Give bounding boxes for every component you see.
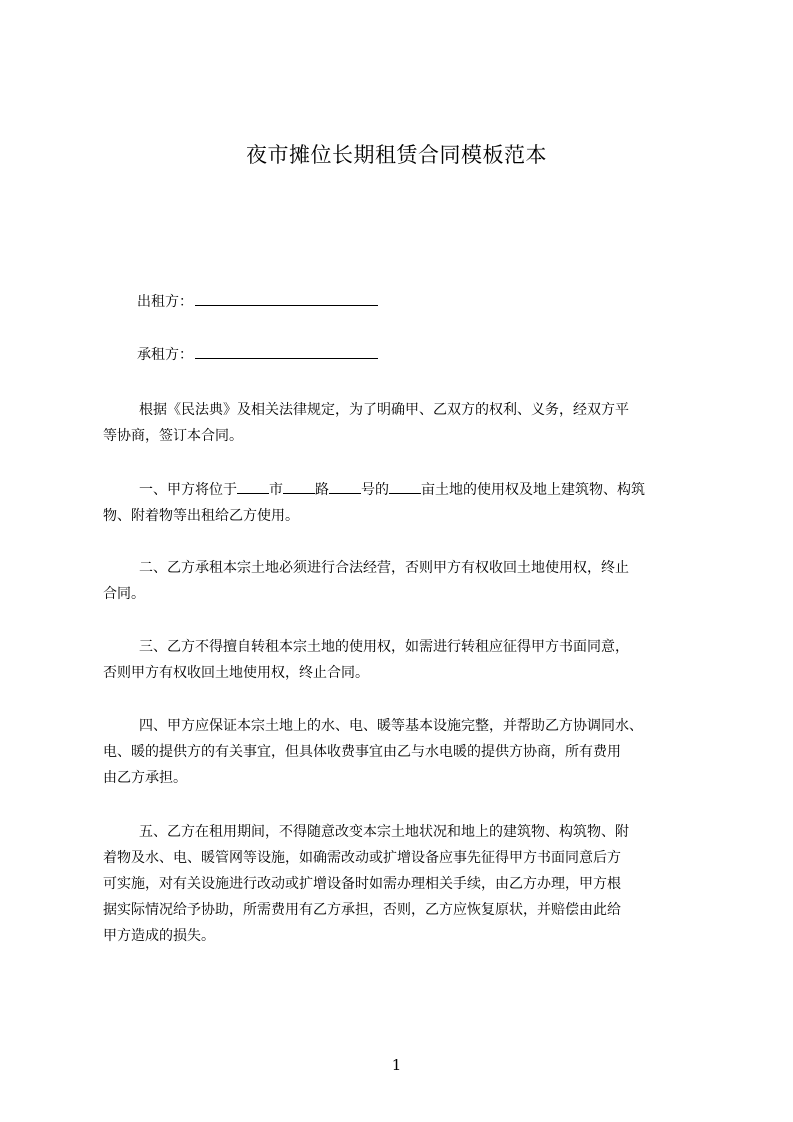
clause-4-line-1: 四、甲方应保证本宗土地上的水、电、暖等基本设施完整，并帮助乙方协调同水、 <box>139 718 643 734</box>
clause-3-line-2: 否则甲方有权收回土地使用权，终止合同。 <box>103 665 369 681</box>
preamble-line-2: 等协商，签订本合同。 <box>103 428 243 444</box>
clause-2-paragraph <box>103 555 703 607</box>
city-blank <box>237 480 269 494</box>
number-blank <box>329 480 361 494</box>
document-title: 夜市摊位长期租赁合同模板范本 <box>246 143 547 167</box>
lessee-label: 承租方： <box>137 347 193 363</box>
clause-5-line-2: 着物及水、电、暖管网等设施，如确需改动或扩增设备应事先征得甲方书面同意后方 <box>103 850 621 866</box>
page-number: 1 <box>391 1056 402 1074</box>
clause-5-paragraph <box>103 819 703 949</box>
clause-2-line-1: 二、乙方承租本宗土地必须进行合法经营，否则甲方有权收回土地使用权，终止 <box>139 560 629 576</box>
clause-1-paragraph <box>103 477 703 529</box>
clause-1-line-1 <box>103 477 703 503</box>
clause-5-line-4: 据实际情况给予协助，所需费用有乙方承担，否则，乙方应恢复原状，并赔偿由此给 <box>103 902 621 918</box>
preamble-paragraph <box>103 397 703 449</box>
lessor-label: 出租方： <box>137 294 193 310</box>
clause-4-line-2: 电、暖的提供方的有关事宜，但具体收费事宜由乙与水电暖的提供方协商，所有费用 <box>103 744 621 760</box>
clause-5-line-5: 甲方造成的损失。 <box>103 928 215 944</box>
lessor-blank-line <box>195 292 378 306</box>
clause-4-paragraph <box>103 713 703 791</box>
clause-1-text-a: 一、甲方将位于 <box>139 482 237 498</box>
clause-5-line-1: 五、乙方在租用期间，不得随意改变本宗土地状况和地上的建筑物、构筑物、附 <box>139 824 629 840</box>
clause-3-line-1: 三、乙方不得擅自转租本宗土地的使用权，如需进行转租应征得甲方书面同意， <box>139 639 629 655</box>
clause-1-text-c: 路 <box>315 482 329 498</box>
lessee-field <box>137 345 378 365</box>
clause-4-line-3: 由乙方承担。 <box>103 770 187 786</box>
lessor-field <box>137 292 378 312</box>
road-blank <box>283 480 315 494</box>
clause-3-paragraph <box>103 634 703 686</box>
clause-1-text-b: 市 <box>269 482 283 498</box>
lessee-blank-line <box>195 345 378 359</box>
clause-2-line-2: 合同。 <box>103 586 145 602</box>
clause-1-text-d: 号的 <box>361 482 389 498</box>
preamble-line-1: 根据《民法典》及相关法律规定，为了明确甲、乙双方的权利、义务，经双方平 <box>139 402 629 418</box>
acre-blank <box>389 480 421 494</box>
clause-1-text-e: 亩土地的使用权及地上建筑物、构筑 <box>421 482 645 498</box>
clause-5-line-3: 可实施，对有关设施进行改动或扩增设备时如需办理相关手续，由乙方办理，甲方根 <box>103 876 621 892</box>
clause-1-line-2: 物、附着物等出租给乙方使用。 <box>103 508 299 524</box>
